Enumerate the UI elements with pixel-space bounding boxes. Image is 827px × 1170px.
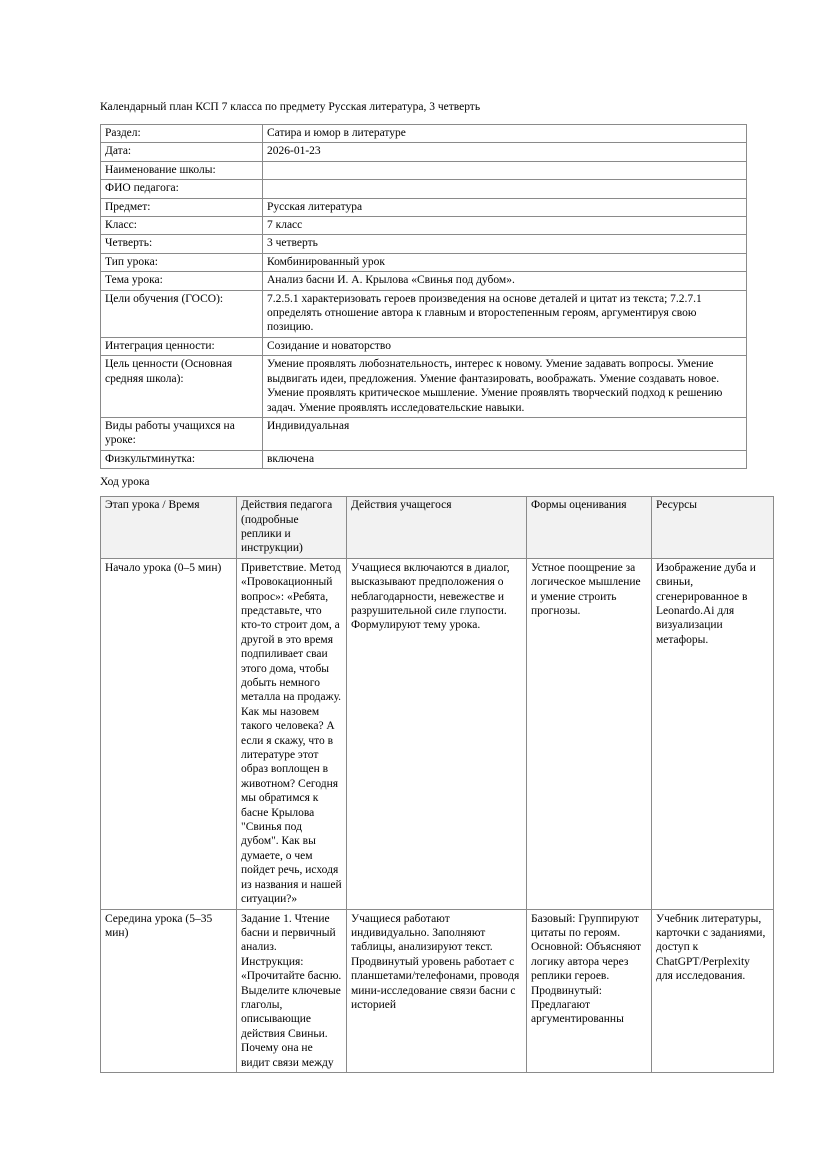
table-row: [101, 143, 747, 161]
flow-header-student: Действия учащегося: [347, 497, 527, 559]
info-row-value: включена: [263, 450, 747, 468]
flow-cell-stage: Начало урока (0–5 мин): [101, 558, 237, 909]
flow-cell-teacher: Приветствие. Метод «Провокационный вопрос»: «Ребята, представьте, что кто-то строит дом, а другой в это время подпиливает сваи этого дома, чтобы добыть немного металла на продажу. Как мы назовем такого человека? А если я скажу, что в литературе этот образ воплощен в животном? Сегодня мы обратимся к басне Крылова "Свинья под дубом". Как вы думаете, о чем пойдет речь, исходя из названия и нашей ситуации?»: [237, 558, 347, 909]
info-row-label: ФИО педагога:: [101, 180, 263, 198]
flow-cell-student: Учащиеся включаются в диалог, высказывают предположения о неблагодарности, невежестве и разрушительной силе глупости. Формулируют тему урока.: [347, 558, 527, 909]
table-row: [101, 290, 747, 337]
info-table-body: [101, 125, 747, 469]
flow-header-row: [101, 497, 774, 559]
info-row-label: Наименование школы:: [101, 161, 263, 179]
info-row-value: Анализ басни И. А. Крылова «Свинья под дубом».: [263, 272, 747, 290]
flow-cell-resources: Изображение дуба и свиньи, сгенерированное в Leonardo.Ai для визуализации метафоры.: [652, 558, 774, 909]
flow-cell-assessment: Базовый: Группируют цитаты по героям. Основной: Объясняют логику автора через реплики героев. Продвинутый: Предлагают аргументированны: [527, 909, 652, 1072]
info-row-label: Виды работы учащихся на уроке:: [101, 417, 263, 450]
lesson-info-table: [100, 124, 747, 469]
flow-header-stage: Этап урока / Время: [101, 497, 237, 559]
flow-header-resources: Ресурсы: [652, 497, 774, 559]
table-row: [101, 235, 747, 253]
info-row-value: Умение проявлять любознательность, интерес к новому. Умение задавать вопросы. Умение выдвигать идеи, предложения. Умение фантазировать, воображать. Умение создавать новое. Умение проявлять критическое мышление. Умение проявлять творческий подход к решению задач. Умение проявлять исследовательские навыки.: [263, 356, 747, 418]
info-row-label: Цель ценности (Основная средняя школа):: [101, 356, 263, 418]
info-row-value: 7 класс: [263, 217, 747, 235]
info-row-value: Русская литература: [263, 198, 747, 216]
info-row-label: Класс:: [101, 217, 263, 235]
info-row-value: [263, 180, 747, 198]
info-row-label: Предмет:: [101, 198, 263, 216]
info-row-label: Цели обучения (ГОСО):: [101, 290, 263, 337]
table-row: [101, 161, 747, 179]
table-row: [101, 417, 747, 450]
table-row: [101, 198, 747, 216]
table-row: [101, 356, 747, 418]
info-row-value: [263, 161, 747, 179]
info-row-label: Раздел:: [101, 125, 263, 143]
info-row-value: Индивидуальная: [263, 417, 747, 450]
info-row-label: Тип урока:: [101, 253, 263, 271]
table-row: [101, 125, 747, 143]
table-row: [101, 272, 747, 290]
info-row-label: Физкультминутка:: [101, 450, 263, 468]
flow-cell-student: Учащиеся работают индивидуально. Заполняют таблицы, анализируют текст. Продвинутый уровень работает с планшетами/телефонами, проводя мини-исследование связи басни с историей: [347, 909, 527, 1072]
flow-cell-assessment: Устное поощрение за логическое мышление и умение строить прогнозы.: [527, 558, 652, 909]
flow-table-head: [101, 497, 774, 559]
page-title: Календарный план КСП 7 класса по предмету Русская литература, 3 четверть: [100, 101, 481, 113]
flow-cell-teacher: Задание 1. Чтение басни и первичный анализ. Инструкция: «Прочитайте басню. Выделите ключевые глаголы, описывающие действия Свиньи. Почему она не видит связи между: [237, 909, 347, 1072]
table-row: [101, 180, 747, 198]
info-row-value: 2026-01-23: [263, 143, 747, 161]
table-row: [101, 450, 747, 468]
flow-header-assessment: Формы оценивания: [527, 497, 652, 559]
info-row-label: Четверть:: [101, 235, 263, 253]
info-row-label: Тема урока:: [101, 272, 263, 290]
lesson-flow-caption: Ход урока: [100, 476, 150, 489]
flow-cell-stage: Середина урока (5–35 мин): [101, 909, 237, 1072]
table-row: [101, 337, 747, 355]
lesson-flow-table: [100, 496, 774, 1073]
table-row: [101, 217, 747, 235]
table-row: [101, 253, 747, 271]
table-row: [101, 558, 774, 909]
info-row-label: Дата:: [101, 143, 263, 161]
info-row-value: Сатира и юмор в литературе: [263, 125, 747, 143]
info-row-value: 7.2.5.1 характеризовать героев произведения на основе деталей и цитат из текста; 7.2.7.1 определять отношение автора к главным и второстепенным героям, аргументируя свою позицию.: [263, 290, 747, 337]
info-row-label: Интеграция ценности:: [101, 337, 263, 355]
flow-table-body: [101, 558, 774, 1072]
info-row-value: Созидание и новаторство: [263, 337, 747, 355]
flow-header-teacher: Действия педагога (подробные реплики и инструкции): [237, 497, 347, 559]
info-row-value: 3 четверть: [263, 235, 747, 253]
flow-cell-resources: Учебник литературы, карточки с заданиями, доступ к ChatGPT/Perplexity для исследования.: [652, 909, 774, 1072]
info-row-value: Комбинированный урок: [263, 253, 747, 271]
table-row: [101, 909, 774, 1072]
